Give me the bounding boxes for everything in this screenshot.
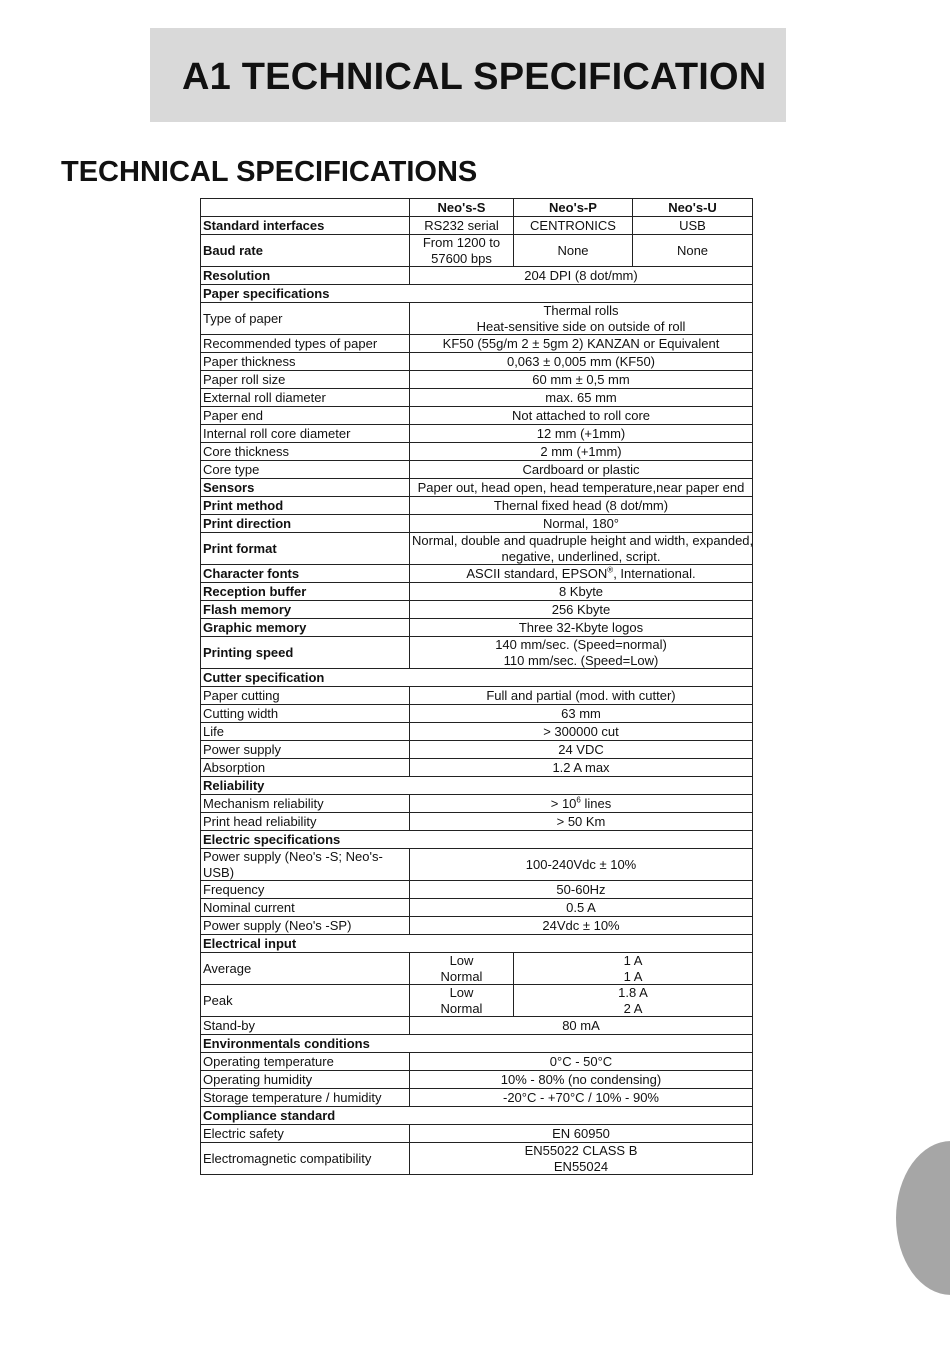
row-value — [410, 533, 753, 565]
row-value: > 50 Km — [410, 813, 753, 831]
row-value: KF50 (55g/m 2 ± 5gm 2) KANZAN or Equivalent — [410, 335, 753, 353]
row-label: Print format — [201, 533, 410, 565]
row-value: Not attached to roll core — [410, 407, 753, 425]
table-row — [201, 741, 753, 759]
row-label: Flash memory — [201, 601, 410, 619]
table-row — [201, 443, 753, 461]
section-header-row — [201, 669, 753, 687]
row-value: 0,063 ± 0,005 mm (KF50) — [410, 353, 753, 371]
row-value: 63 mm — [410, 705, 753, 723]
row-label: Character fonts — [201, 565, 410, 583]
table-row — [201, 235, 753, 267]
exponent: 6 — [576, 795, 581, 805]
column-header-neos-p: Neo's-P — [514, 199, 633, 217]
mode-cell — [410, 953, 514, 985]
section-title: TECHNICAL SPECIFICATIONS — [61, 156, 478, 188]
row-value: 24Vdc ± 10% — [410, 917, 753, 935]
row-value: Full and partial (mod. with cutter) — [410, 687, 753, 705]
table-row — [201, 1017, 753, 1035]
section-label: Compliance standard — [201, 1107, 753, 1125]
table-row — [201, 407, 753, 425]
row-value: 2 mm (+1mm) — [410, 443, 753, 461]
section-header-row — [201, 777, 753, 795]
row-label: Nominal current — [201, 899, 410, 917]
row-value: 10% - 80% (no condensing) — [410, 1071, 753, 1089]
value-line: Heat-sensitive side on outside of roll — [476, 318, 686, 334]
row-label: Operating humidity — [201, 1071, 410, 1089]
row-label: Paper cutting — [201, 687, 410, 705]
value-neos-s — [410, 235, 514, 267]
section-header-row — [201, 935, 753, 953]
section-header-row — [201, 1035, 753, 1053]
value-line: 2 A — [623, 1000, 643, 1016]
row-label: Print head reliability — [201, 813, 410, 831]
column-header-neos-s: Neo's-S — [410, 199, 514, 217]
row-label: Core type — [201, 461, 410, 479]
page-title: A1 TECHNICAL SPECIFICATION — [182, 56, 767, 98]
row-label: Mechanism reliability — [201, 795, 410, 813]
table-row — [201, 917, 753, 935]
row-value: -20°C - +70°C / 10% - 90% — [410, 1089, 753, 1107]
table-row — [201, 389, 753, 407]
value-line: 140 mm/sec. (Speed=normal) — [495, 637, 667, 652]
row-value: max. 65 mm — [410, 389, 753, 407]
row-label: Printing speed — [201, 637, 410, 669]
row-label: Print direction — [201, 515, 410, 533]
row-value: 60 mm ± 0,5 mm — [410, 371, 753, 389]
row-value: Three 32-Kbyte logos — [410, 619, 753, 637]
table-row — [201, 637, 753, 669]
mode-line: Normal — [440, 1000, 483, 1016]
table-row — [201, 479, 753, 497]
row-label: Resolution — [201, 267, 410, 285]
row-label: Paper end — [201, 407, 410, 425]
row-value: EN 60950 — [410, 1125, 753, 1143]
row-value: 50-60Hz — [410, 881, 753, 899]
table-row — [201, 687, 753, 705]
section-label: Paper specifications — [201, 285, 753, 303]
value-line: 57600 bps — [431, 250, 492, 266]
row-label: Storage temperature / humidity — [201, 1089, 410, 1107]
row-value: 1.2 A max — [410, 759, 753, 777]
value-line: EN55022 CLASS B — [524, 1143, 638, 1158]
table-row — [201, 1053, 753, 1071]
row-label: Average — [201, 953, 410, 985]
table-row — [201, 601, 753, 619]
table-row — [201, 953, 753, 985]
section-header-row — [201, 1107, 753, 1125]
row-value: 80 mA — [410, 1017, 753, 1035]
table-row — [201, 303, 753, 335]
current-cell — [514, 985, 753, 1017]
table-row — [201, 619, 753, 637]
row-label: Life — [201, 723, 410, 741]
section-label: Environmentals conditions — [201, 1035, 753, 1053]
row-label: Absorption — [201, 759, 410, 777]
row-value: 204 DPI (8 dot/mm) — [410, 267, 753, 285]
table-row — [201, 723, 753, 741]
section-header-row — [201, 831, 753, 849]
section-label: Cutter specification — [201, 669, 753, 687]
value-line: From 1200 to — [422, 235, 501, 250]
row-label: Graphic memory — [201, 619, 410, 637]
table-row — [201, 565, 753, 583]
table-row — [201, 335, 753, 353]
row-label: Cutting width — [201, 705, 410, 723]
table-row — [201, 425, 753, 443]
row-value: Thernal fixed head (8 dot/mm) — [410, 497, 753, 515]
value-text: > 10 — [550, 795, 577, 811]
row-label: Recommended types of paper — [201, 335, 410, 353]
value-line: 1 A — [623, 953, 643, 968]
table-row — [201, 353, 753, 371]
row-value: 0°C - 50°C — [410, 1053, 753, 1071]
row-value: > 300000 cut — [410, 723, 753, 741]
mode-line: Low — [449, 985, 474, 1000]
row-label: External roll diameter — [201, 389, 410, 407]
row-value: 8 Kbyte — [410, 583, 753, 601]
row-label: Standard interfaces — [201, 217, 410, 235]
section-header-row — [201, 285, 753, 303]
table-row — [201, 583, 753, 601]
table-row — [201, 705, 753, 723]
table-row — [201, 899, 753, 917]
table-row — [201, 267, 753, 285]
value-text: lines — [580, 795, 612, 811]
row-label: Power supply (Neo's -S; Neo's-USB) — [201, 849, 410, 881]
page-edge-tab — [896, 1141, 950, 1295]
table-row — [201, 497, 753, 515]
row-value: 12 mm (+1mm) — [410, 425, 753, 443]
registered-mark: ® — [607, 565, 614, 575]
table-row — [201, 371, 753, 389]
row-value — [410, 303, 753, 335]
row-value — [410, 1143, 753, 1175]
row-value: Cardboard or plastic — [410, 461, 753, 479]
row-label: Reception buffer — [201, 583, 410, 601]
title-banner — [150, 28, 786, 122]
table-row — [201, 1143, 753, 1175]
row-value: 256 Kbyte — [410, 601, 753, 619]
value-text: ASCII standard, EPSON — [466, 565, 608, 581]
header-empty-cell — [201, 199, 410, 217]
table-row — [201, 881, 753, 899]
row-label: Peak — [201, 985, 410, 1017]
table-row — [201, 217, 753, 235]
section-label: Electrical input — [201, 935, 753, 953]
table-row — [201, 533, 753, 565]
row-value: Paper out, head open, head temperature,near paper end — [410, 479, 753, 497]
row-label: Print method — [201, 497, 410, 515]
mode-line: Low — [449, 953, 474, 968]
specifications-table — [200, 198, 753, 1175]
row-label: Electromagnetic compatibility — [201, 1143, 410, 1175]
column-header-neos-u: Neo's-U — [633, 199, 753, 217]
row-label: Type of paper — [201, 303, 410, 335]
row-value — [410, 795, 753, 813]
table-row — [201, 515, 753, 533]
table-row — [201, 759, 753, 777]
row-label: Power supply (Neo's -SP) — [201, 917, 410, 935]
row-label: Baud rate — [201, 235, 410, 267]
value-neos-p: CENTRONICS — [514, 217, 633, 235]
row-label: Power supply — [201, 741, 410, 759]
mode-line: Normal — [440, 968, 483, 984]
value-line: Thermal rolls — [543, 303, 619, 318]
value-neos-s: RS232 serial — [410, 217, 514, 235]
row-label: Paper thickness — [201, 353, 410, 371]
row-label: Frequency — [201, 881, 410, 899]
row-label: Operating temperature — [201, 1053, 410, 1071]
mode-cell — [410, 985, 514, 1017]
value-line: Normal, double and quadruple height and width, expanded, — [412, 533, 754, 548]
row-label: Paper roll size — [201, 371, 410, 389]
value-line: EN55024 — [553, 1158, 609, 1174]
table-row — [201, 985, 753, 1017]
table-row — [201, 1089, 753, 1107]
table-row — [201, 813, 753, 831]
row-value: 100-240Vdc ± 10% — [410, 849, 753, 881]
table-row — [201, 795, 753, 813]
table-row — [201, 1071, 753, 1089]
row-value: Normal, 180° — [410, 515, 753, 533]
row-label: Electric safety — [201, 1125, 410, 1143]
table-header-row — [201, 199, 753, 217]
row-value — [410, 565, 753, 583]
row-label: Internal roll core diameter — [201, 425, 410, 443]
value-neos-p: None — [514, 235, 633, 267]
table-row — [201, 461, 753, 479]
section-label: Reliability — [201, 777, 753, 795]
current-cell — [514, 953, 753, 985]
section-label: Electric specifications — [201, 831, 753, 849]
value-line: 1 A — [623, 968, 643, 984]
value-line: 1.8 A — [618, 985, 648, 1000]
value-line: negative, underlined, script. — [501, 548, 661, 564]
table-row — [201, 1125, 753, 1143]
row-label: Sensors — [201, 479, 410, 497]
value-neos-u: None — [633, 235, 753, 267]
row-label: Core thickness — [201, 443, 410, 461]
value-line: 110 mm/sec. (Speed=Low) — [503, 652, 659, 668]
value-neos-u: USB — [633, 217, 753, 235]
row-value: 24 VDC — [410, 741, 753, 759]
row-label: Stand-by — [201, 1017, 410, 1035]
table-row — [201, 849, 753, 881]
row-value — [410, 637, 753, 669]
value-text: , International. — [613, 565, 696, 581]
row-value: 0.5 A — [410, 899, 753, 917]
